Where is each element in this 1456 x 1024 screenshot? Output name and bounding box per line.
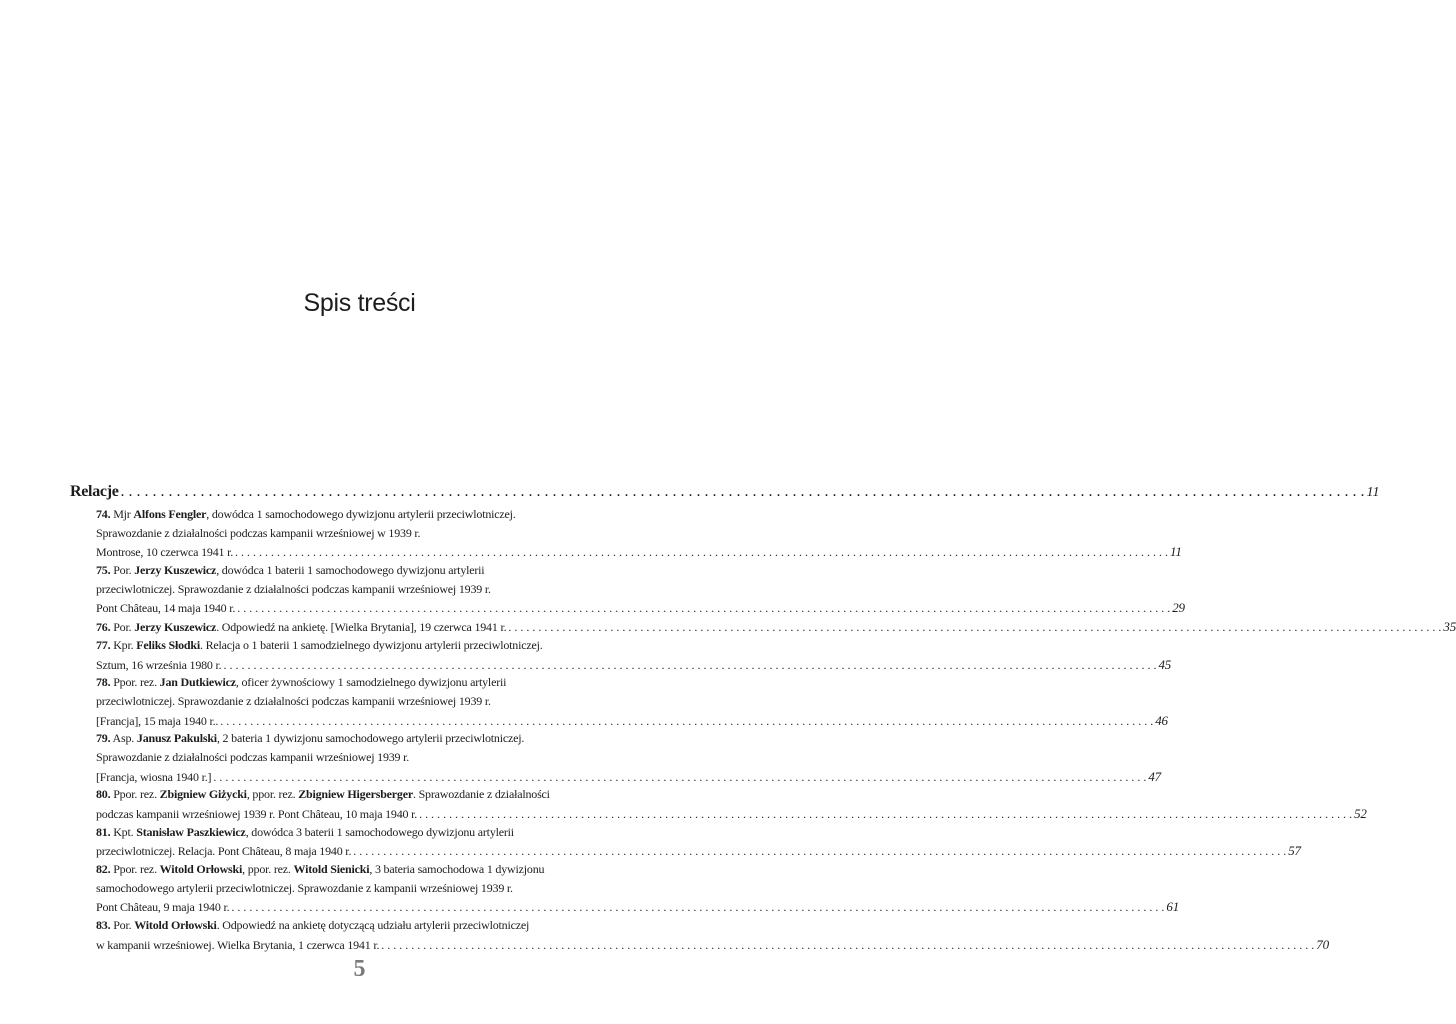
- toc-section-relacje: [70, 483, 1380, 507]
- bold-text: Witold Orłowski: [159, 862, 243, 877]
- entry-text: [96, 731, 524, 746]
- toc-entry-line: [96, 694, 630, 713]
- toc-entry-line: [96, 936, 1329, 956]
- bold-text: 77.: [96, 637, 111, 652]
- toc-entry: [96, 862, 1179, 918]
- toc-entry-line: [96, 843, 1301, 862]
- toc-entry-line: [96, 750, 630, 769]
- toc-entry-line: [96, 675, 630, 694]
- plain-text: Sprawozdanie z działalności podczas kampanii wrześniowej w 1939 r.: [96, 525, 421, 540]
- plain-text: . Odpowiedź na ankietę. [Wielka Brytania], 19 czerwca 1941 r.: [216, 620, 507, 635]
- toc-entry-line: [96, 825, 630, 844]
- toc-entry-line: [96, 544, 1182, 563]
- toc-entry-line: [96, 582, 630, 601]
- entry-text: [96, 881, 513, 896]
- plain-text: . Relacja o 1 baterii 1 samodzielnego dywizjonu artylerii przeciwlotniczej.: [199, 637, 543, 652]
- toc-entry-line: [96, 563, 630, 582]
- bold-text: Stanisław Paszkiewicz: [136, 824, 246, 839]
- entry-text: [96, 526, 420, 541]
- toc-entry-line: [96, 507, 630, 526]
- dot-leader: [220, 714, 1153, 729]
- plain-text: Ppor. rez.: [110, 787, 160, 802]
- bold-text: 83.: [96, 918, 111, 933]
- plain-text: , 2 bateria 1 dywizjonu samochodowego artylerii przeciwlotniczej.: [216, 731, 525, 746]
- bold-text: Witold Orłowski: [134, 918, 217, 933]
- plain-text: [Francja, wiosna 1940 r.]: [96, 769, 212, 784]
- plain-text: Pont Château, 9 maja 1940 r.: [96, 900, 230, 915]
- bold-text: 78.: [96, 675, 111, 690]
- bold-text: 75.: [96, 563, 111, 578]
- plain-text: w kampanii wrześniowej. Wielka Brytania, 1 czerwca 1941 r.: [96, 937, 380, 952]
- plain-text: Kpr.: [110, 637, 137, 652]
- plain-text: samochodowego artylerii przeciwlotniczej. Sprawozdanie z kampanii wrześniowej 1939 r.: [96, 880, 513, 895]
- toc-entry-line: [96, 600, 1185, 619]
- plain-text: Sprawozdanie z działalności podczas kampanii wrześniowej 1939 r.: [96, 749, 410, 764]
- dot-leader: [353, 844, 1286, 859]
- toc-entry-line: [96, 787, 630, 806]
- page-title: Spis treści: [303, 289, 416, 317]
- entry-text: [96, 918, 529, 933]
- entry-text: [96, 658, 221, 673]
- plain-text: przeciwlotniczej. Sprawozdanie z działalności podczas kampanii wrześniowej 1939 r.: [96, 693, 491, 708]
- entry-text: [96, 507, 516, 522]
- plain-text: Por.: [110, 918, 135, 933]
- entry-text: [96, 750, 409, 765]
- bold-text: 82.: [96, 862, 111, 877]
- entry-text: [96, 844, 351, 859]
- dot-leader: [223, 658, 1156, 673]
- dot-leader: [381, 938, 1314, 953]
- toc-entry: [96, 563, 1185, 619]
- toc-entry-line: [96, 899, 1179, 918]
- entry-page-number: 47: [1148, 768, 1161, 784]
- bold-text: Zbigniew Higersberger: [298, 787, 413, 802]
- toc-entry: [96, 507, 1182, 563]
- toc-entries: [70, 507, 1456, 956]
- toc-entry-line: [96, 731, 630, 750]
- bold-text: Jerzy Kuszewicz: [134, 620, 217, 635]
- entry-page-number: 61: [1166, 899, 1179, 915]
- entry-page-number: 70: [1316, 936, 1329, 952]
- plain-text: , ppor. rez.: [246, 787, 299, 802]
- plain-text: Montrose, 10 czerwca 1941 r.: [96, 545, 234, 560]
- toc-entry: [96, 824, 1301, 862]
- entry-text: [96, 582, 491, 597]
- bold-text: 76.: [96, 620, 111, 635]
- plain-text: Ppor. rez.: [110, 675, 160, 690]
- plain-text: Ppor. rez.: [110, 862, 160, 877]
- bold-text: Zbigniew Giżycki: [159, 787, 247, 802]
- dot-leader: [508, 620, 1441, 635]
- plain-text: , dowódca 1 baterii 1 samochodowego dywizjonu artylerii: [216, 563, 485, 578]
- toc-entry-line: [96, 768, 1161, 788]
- plain-text: , oficer żywnościowy 1 samodzielnego dywizjonu artylerii: [235, 675, 507, 690]
- plain-text: Pont Château, 14 maja 1940 r.: [96, 601, 236, 616]
- entry-text: [96, 770, 211, 785]
- entry-text: [96, 563, 484, 578]
- plain-text: , 3 bateria samochodowa 1 dywizjonu: [369, 862, 545, 877]
- bold-text: 81.: [96, 824, 111, 839]
- entry-page-number: 35: [1443, 619, 1456, 635]
- dot-leader: [237, 601, 1170, 616]
- bold-text: Janusz Pakulski: [136, 731, 217, 746]
- table-of-contents: [70, 483, 1456, 956]
- toc-entry-line: [96, 656, 1172, 676]
- toc-entry: [96, 619, 1456, 638]
- plain-text: . Odpowiedź na ankietę dotyczącą udziału artylerii przeciwlotniczej: [216, 918, 530, 933]
- plain-text: Por.: [110, 620, 135, 635]
- toc-entry: [96, 637, 1172, 675]
- entry-text: [96, 694, 491, 709]
- plain-text: Asp.: [110, 731, 137, 746]
- plain-text: przeciwlotniczej. Sprawozdanie z działalności podczas kampanii wrześniowej 1939 r.: [96, 581, 491, 596]
- dot-leader: [213, 770, 1146, 785]
- toc-entry-line: [96, 526, 630, 545]
- entry-text: [96, 545, 233, 560]
- bold-text: Jerzy Kuszewicz: [134, 563, 217, 578]
- entry-page-number: 46: [1155, 712, 1168, 728]
- entry-text: [96, 675, 506, 690]
- entry-page-number: 57: [1288, 843, 1301, 859]
- entry-text: [96, 620, 506, 635]
- toc-entry-line: [96, 881, 630, 900]
- plain-text: , ppor. rez.: [242, 862, 294, 877]
- entry-text: [96, 900, 229, 915]
- toc-entry: [96, 787, 1367, 824]
- plain-text: . Sprawozdanie z działalności: [412, 787, 550, 802]
- plain-text: podczas kampanii wrześniowej 1939 r. Pont Château, 10 maja 1940 r.: [96, 807, 418, 821]
- bold-text: 80.: [96, 787, 111, 802]
- plain-text: [Francja], 15 maja 1940 r..: [96, 713, 219, 728]
- plain-text: , dowódca 1 samochodowego dywizjonu artylerii przeciwlotniczej.: [206, 507, 516, 521]
- entry-page-number: 45: [1158, 656, 1172, 672]
- toc-entry-line: [96, 712, 1168, 732]
- toc-entry-line: [96, 862, 630, 881]
- toc-entry-line: [96, 619, 1456, 638]
- entry-page-number: 29: [1172, 600, 1185, 616]
- plain-text: przeciwlotniczej. Relacja. Pont Château, 8 maja 1940 r.: [96, 844, 352, 859]
- entry-text: [96, 807, 417, 822]
- plain-text: Kpt.: [110, 824, 137, 839]
- bold-text: 74.: [96, 507, 111, 521]
- entry-text: [96, 714, 218, 729]
- dot-leader: [121, 483, 1365, 501]
- entry-text: [96, 638, 543, 653]
- bold-text: Alfons Fengler: [133, 507, 207, 521]
- bold-text: 79.: [96, 731, 111, 746]
- page-number: 5: [353, 956, 366, 982]
- entry-text: [96, 938, 379, 953]
- section-page-number: 11: [1366, 485, 1380, 500]
- toc-entry-line: [96, 638, 630, 657]
- toc-entry: [96, 731, 1161, 787]
- toc-entry: [96, 918, 1329, 955]
- plain-text: , dowódca 3 baterii 1 samochodowego dywizjonu artylerii: [245, 824, 514, 839]
- dot-leader: [235, 545, 1168, 560]
- bold-text: Witold Sienicki: [293, 862, 370, 877]
- entry-text: [96, 787, 550, 802]
- bold-text: Jan Dutkiewicz: [159, 675, 236, 690]
- section-label: Relacje: [70, 483, 119, 500]
- toc-entry-line: [96, 806, 1367, 825]
- dot-leader: [419, 807, 1352, 822]
- entry-page-number: 52: [1354, 806, 1367, 821]
- plain-text: Sztum, 16 września 1980 r.: [96, 657, 222, 672]
- entry-text: [96, 862, 544, 877]
- entry-page-number: 11: [1170, 544, 1182, 560]
- dot-leader: [231, 900, 1164, 915]
- entry-text: [96, 825, 514, 840]
- plain-text: Mjr: [110, 507, 134, 521]
- bold-text: Feliks Słodki: [136, 637, 200, 652]
- entry-text: [96, 601, 235, 616]
- plain-text: Por.: [110, 563, 135, 578]
- toc-entry-line: [96, 918, 630, 937]
- toc-entry: [96, 675, 1168, 731]
